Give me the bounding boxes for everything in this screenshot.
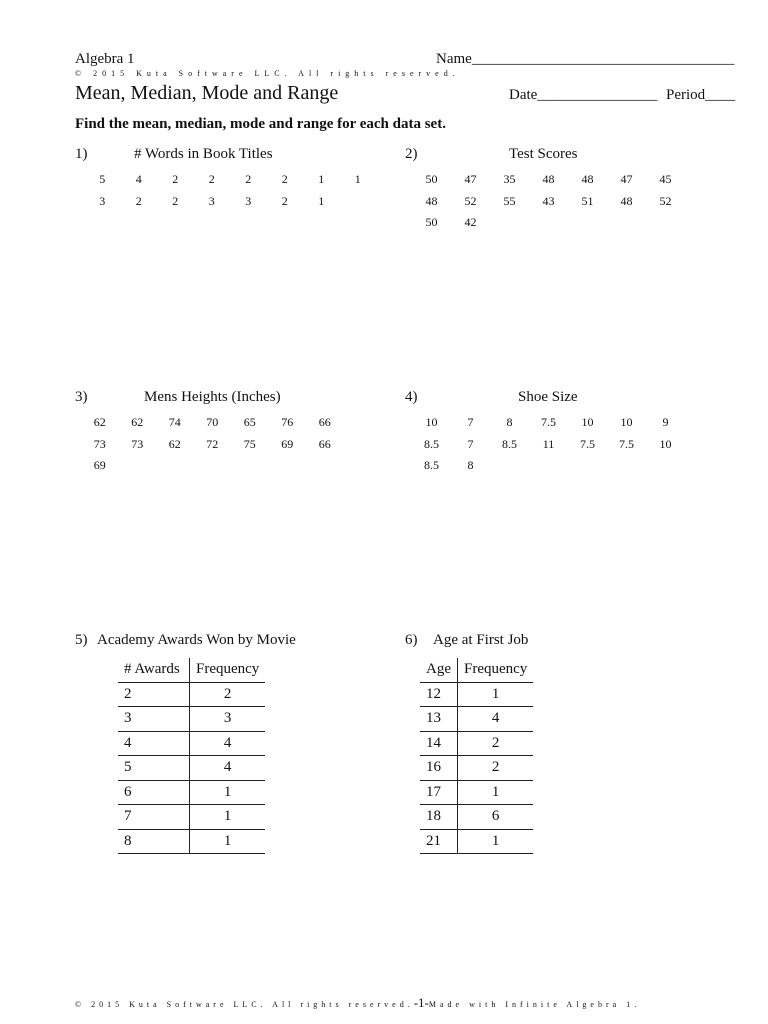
data-value: 76 bbox=[281, 415, 294, 429]
data-value: 74 bbox=[168, 415, 181, 429]
period-field-label: Period____ bbox=[666, 87, 736, 103]
data-value: 4 bbox=[135, 172, 142, 186]
course-name: Algebra 1 bbox=[75, 51, 135, 67]
table-row bbox=[420, 707, 533, 732]
frequency-cell: 4 bbox=[190, 731, 266, 756]
data-value: 2 bbox=[135, 193, 142, 208]
data-value: 10 bbox=[581, 415, 594, 429]
data-value: 69 bbox=[93, 458, 106, 472]
data-value: 48 bbox=[581, 172, 594, 186]
data-value: 7.5 bbox=[619, 436, 634, 451]
table-row bbox=[118, 682, 265, 707]
data-value: 55 bbox=[503, 193, 516, 208]
data-value: 42 bbox=[464, 215, 477, 229]
value-cell: 21 bbox=[420, 829, 458, 854]
problem-3-number: 3) bbox=[75, 389, 88, 405]
data-value: 48 bbox=[542, 172, 555, 186]
table-row bbox=[118, 805, 265, 830]
table-row bbox=[118, 780, 265, 805]
data-value: 66 bbox=[318, 415, 331, 429]
data-value: 2 bbox=[172, 193, 179, 208]
problem-3-data bbox=[81, 412, 344, 477]
data-value: 10 bbox=[425, 415, 438, 429]
table-row bbox=[420, 682, 533, 707]
data-value: 72 bbox=[206, 436, 219, 451]
data-value: 7 bbox=[467, 415, 474, 429]
frequency-cell: 1 bbox=[458, 829, 534, 854]
data-value: 10 bbox=[659, 436, 672, 451]
value-cell: 13 bbox=[420, 707, 458, 732]
data-value: 52 bbox=[659, 193, 672, 208]
table-row bbox=[420, 731, 533, 756]
table-row bbox=[420, 829, 533, 854]
problem-6-frequency-table bbox=[420, 658, 533, 854]
data-value: 1 bbox=[318, 172, 325, 186]
problem-1-data bbox=[84, 169, 376, 212]
data-value: 62 bbox=[168, 436, 181, 451]
data-value: 50 bbox=[425, 172, 438, 186]
value-cell: 2 bbox=[118, 682, 190, 707]
problem-5-number: 5) bbox=[75, 632, 88, 648]
value-column-header: Age bbox=[420, 658, 458, 682]
data-value: 47 bbox=[464, 172, 477, 186]
value-cell: 16 bbox=[420, 756, 458, 781]
value-cell: 12 bbox=[420, 682, 458, 707]
value-column-header: # Awards bbox=[118, 658, 190, 682]
frequency-column-header: Frequency bbox=[190, 658, 266, 682]
data-value: 62 bbox=[131, 415, 144, 429]
data-value: 70 bbox=[206, 415, 219, 429]
frequency-cell: 2 bbox=[458, 756, 534, 781]
data-value: 75 bbox=[243, 436, 256, 451]
frequency-cell: 1 bbox=[190, 780, 266, 805]
data-value: 69 bbox=[281, 436, 294, 451]
problem-5-title: Academy Awards Won by Movie bbox=[97, 632, 296, 648]
data-value: 2 bbox=[281, 193, 288, 208]
data-value: 3 bbox=[245, 193, 252, 208]
data-value: 2 bbox=[172, 172, 179, 186]
value-cell: 5 bbox=[118, 756, 190, 781]
data-value: 9 bbox=[662, 415, 669, 429]
data-value: 8.5 bbox=[424, 436, 439, 451]
data-value: 11 bbox=[542, 436, 555, 451]
data-value: 8 bbox=[467, 458, 474, 472]
value-cell: 7 bbox=[118, 805, 190, 830]
problem-2-number: 2) bbox=[405, 146, 418, 162]
table-header-row bbox=[420, 658, 533, 682]
table-row bbox=[118, 756, 265, 781]
table-row bbox=[420, 780, 533, 805]
data-value: 2 bbox=[208, 172, 215, 186]
problem-4-title: Shoe Size bbox=[518, 389, 578, 405]
problem-3-title: Mens Heights (Inches) bbox=[144, 389, 281, 405]
problem-2-title: Test Scores bbox=[509, 146, 578, 162]
table-row bbox=[420, 805, 533, 830]
data-value: 62 bbox=[93, 415, 106, 429]
value-cell: 4 bbox=[118, 731, 190, 756]
worksheet-title: Mean, Median, Mode and Range bbox=[75, 82, 339, 104]
data-value: 7.5 bbox=[580, 436, 595, 451]
table-row bbox=[118, 829, 265, 854]
data-value: 3 bbox=[99, 193, 106, 208]
frequency-cell: 1 bbox=[190, 829, 266, 854]
value-cell: 17 bbox=[420, 780, 458, 805]
data-value: 1 bbox=[354, 172, 361, 186]
frequency-cell: 1 bbox=[190, 805, 266, 830]
data-value: 50 bbox=[425, 215, 438, 229]
problem-6-title: Age at First Job bbox=[433, 632, 529, 648]
data-value: 8 bbox=[506, 415, 513, 429]
name-field-label: Name___________________________________ bbox=[436, 51, 735, 67]
problem-6-number: 6) bbox=[405, 632, 418, 648]
value-cell: 18 bbox=[420, 805, 458, 830]
table-row bbox=[118, 731, 265, 756]
table-row bbox=[118, 707, 265, 732]
data-value: 10 bbox=[620, 415, 633, 429]
data-value: 7.5 bbox=[541, 415, 556, 429]
value-cell: 14 bbox=[420, 731, 458, 756]
problem-1-title: # Words in Book Titles bbox=[134, 146, 273, 162]
data-value: 1 bbox=[318, 193, 325, 208]
problem-4-data bbox=[412, 412, 685, 477]
data-value: 51 bbox=[581, 193, 594, 208]
value-cell: 3 bbox=[118, 707, 190, 732]
frequency-cell: 3 bbox=[190, 707, 266, 732]
data-value: 5 bbox=[99, 172, 106, 186]
problem-4-number: 4) bbox=[405, 389, 418, 405]
instructions: Find the mean, median, mode and range for each data set. bbox=[75, 116, 446, 132]
data-value: 2 bbox=[281, 172, 288, 186]
frequency-cell: 2 bbox=[190, 682, 266, 707]
frequency-cell: 1 bbox=[458, 780, 534, 805]
data-value: 48 bbox=[425, 193, 438, 208]
data-value: 48 bbox=[620, 193, 633, 208]
data-value: 8.5 bbox=[502, 436, 517, 451]
data-value: 73 bbox=[93, 436, 106, 451]
value-cell: 6 bbox=[118, 780, 190, 805]
table-row bbox=[420, 756, 533, 781]
problem-5-frequency-table bbox=[118, 658, 265, 854]
data-value: 66 bbox=[318, 436, 331, 451]
footer-made-with: Made with Infinite Algebra 1. bbox=[428, 1000, 641, 1009]
copyright-notice: © 2015 Kuta Software LLC. All rights reserved. bbox=[75, 69, 460, 78]
date-field-label: Date________________ bbox=[509, 87, 658, 103]
data-value: 3 bbox=[208, 193, 215, 208]
footer-copyright: © 2015 Kuta Software LLC. All rights reserved. bbox=[75, 1000, 414, 1009]
frequency-cell: 4 bbox=[458, 707, 534, 732]
data-value: 2 bbox=[245, 172, 252, 186]
frequency-column-header: Frequency bbox=[458, 658, 534, 682]
data-value: 8.5 bbox=[424, 458, 439, 472]
frequency-cell: 4 bbox=[190, 756, 266, 781]
data-value: 45 bbox=[659, 172, 672, 186]
data-value: 73 bbox=[131, 436, 144, 451]
data-value: 47 bbox=[620, 172, 633, 186]
table-header-row bbox=[118, 658, 265, 682]
data-value: 65 bbox=[243, 415, 256, 429]
data-value: 35 bbox=[503, 172, 516, 186]
problem-2-data bbox=[412, 169, 685, 234]
frequency-cell: 1 bbox=[458, 682, 534, 707]
value-cell: 8 bbox=[118, 829, 190, 854]
problem-1-number: 1) bbox=[75, 146, 88, 162]
frequency-cell: 6 bbox=[458, 805, 534, 830]
page-number: -1- bbox=[413, 995, 429, 1010]
data-value: 52 bbox=[464, 193, 477, 208]
frequency-cell: 2 bbox=[458, 731, 534, 756]
data-value: 7 bbox=[467, 436, 474, 451]
data-value: 43 bbox=[542, 193, 555, 208]
footer bbox=[75, 995, 640, 1011]
